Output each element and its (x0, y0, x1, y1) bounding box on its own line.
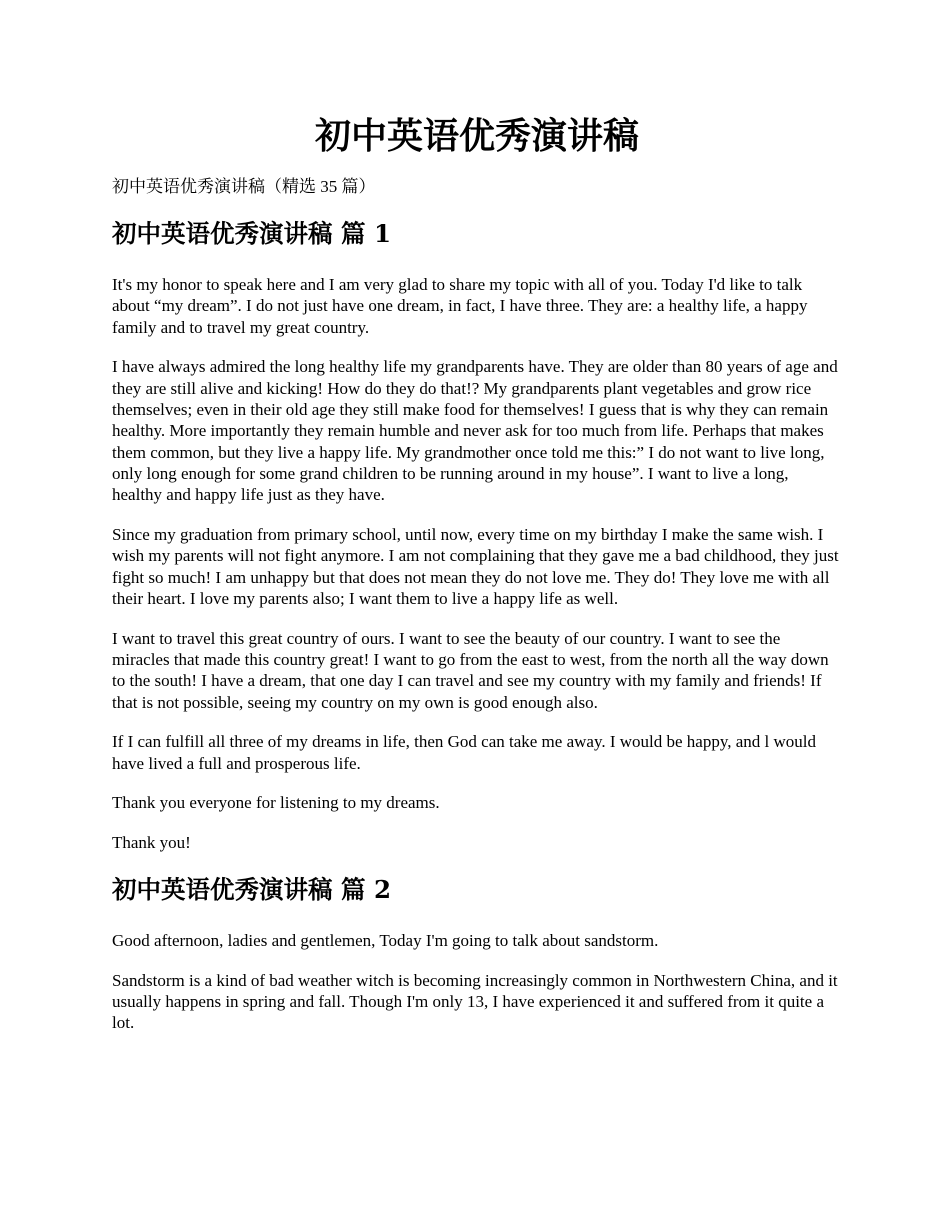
paragraph: Thank you everyone for listening to my dreams. (112, 793, 440, 813)
section-heading-2: 初中英语优秀演讲稿 篇 2 (112, 875, 392, 905)
paragraph: Sandstorm is a kind of bad weather witch is becoming increasingly common in Northwestern China, and it usually happens in spring and fall. Though I'm only 13, I have experienced it and suffered from it quite a lot. (112, 970, 838, 1033)
paragraph: Thank you! (112, 833, 191, 853)
paragraph: It's my honor to speak here and I am very glad to share my topic with all of you. Today I'd like to talk about “my dream”. I do not just have one dream, in fact, I have three. They are: a healthy life, a happy family and to travel my great country. (112, 275, 808, 337)
section-heading-1: 初中英语优秀演讲稿 篇 1 (112, 219, 392, 248)
paragraph: Since my graduation from primary school, until now, every time on my birthday I make the same wish. I wish my parents will not fight anymore. I am not complaining that they gave me a bad childhood, they just fight so much! I am unhappy but that does not mean they do not love me. They do! They love me with all their heart. I love my parents also; I want them to live a happy life as well. (112, 524, 839, 608)
paragraph: If I can fulfill all three of my dreams in life, then God can take me away. I would be happy, and l would have lived a full and prosperous life. (112, 732, 817, 773)
document-subtitle: 初中英语优秀演讲稿（精选 35 篇） (112, 177, 376, 196)
paragraph: I want to travel this great country of ours. I want to see the beauty of our country. I want to see the miracles that made this country great! I want to go from the east to west, from the north all the way down to the south! I have a dream, that one day I can travel and see my country with my family and friends! If that is not possible, seeing my country on my own is good enough also. (112, 628, 829, 712)
document-title: 初中英语优秀演讲稿 (314, 115, 639, 157)
paragraph: I have always admired the long healthy life my grandparents have. They are older than 80 years of age and they are still alive and kicking! How do they do that!? My grandparents plant vegetables and grow rice themselves; even in their old age they still make food for themselves! I guess that is why they can remain healthy. More importantly they remain humble and never ask for too much from life. Perhaps that makes them common, but they live a happy life. My grandmother once told me this:” I do not want to live long, only long enough for some grand children to be running around in my house”. I want to live a long, healthy and happy life just as they have. (112, 357, 838, 505)
paragraph: Good afternoon, ladies and gentlemen, Today I'm going to talk about sandstorm. (112, 931, 659, 951)
document-page (112, 110, 842, 1052)
